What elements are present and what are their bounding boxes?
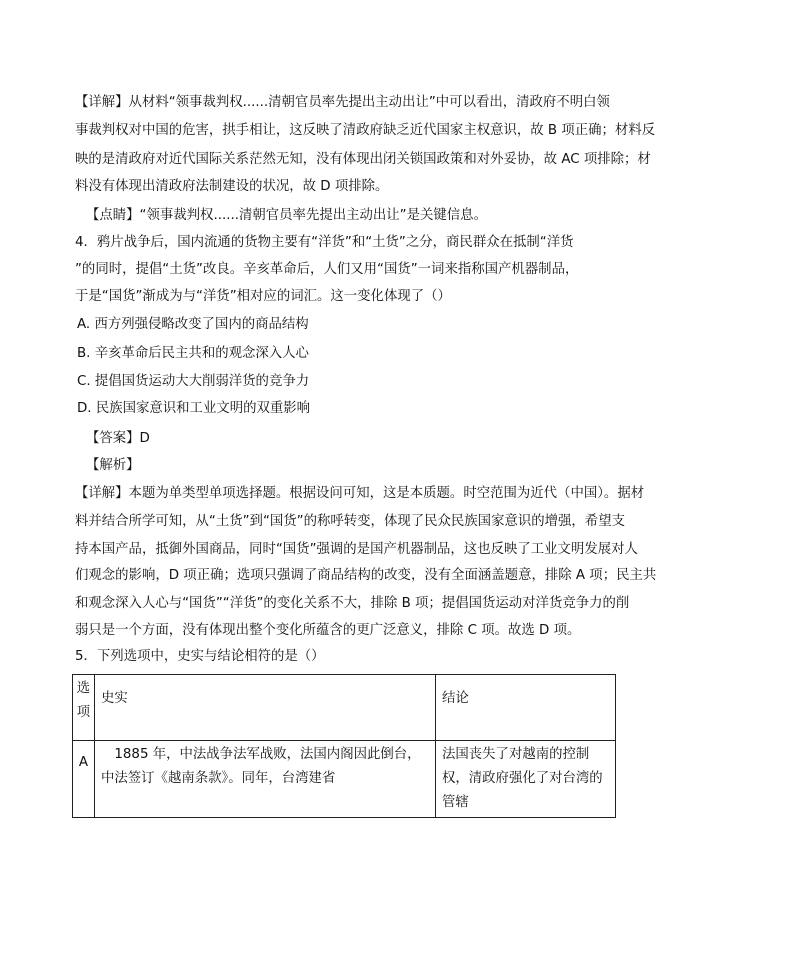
explanation-line-1: 【详解】从材料“领事裁判权......清朝官员率先提出主动出让”中可以看出，清政府不明白领 [75,95,610,110]
q4-detail-line-1: 【详解】本题为单类型单项选择题。根据设问可知，这是本质题。时空范围为近代（中国）。据材 [75,486,645,501]
explanation-line-3: 映的是清政府对近代国际关系茫然无知，没有体现出闭关锁国政策和对外妥协，故 AC 项排除；材 [75,152,651,167]
q4-option-c: C. 提倡国货运动大大削弱洋货的竞争力 [77,374,310,389]
q4-detail-line-3: 持本国产品，抵御外国商品，同时“国货”强调的是国产机器制品，这也反映了工业文明发展对人 [75,542,638,557]
table-header-row [73,675,616,741]
header-fact-cell: 史实 [95,675,436,741]
row-conclusion-cell: 法国丧失了对越南的控制权，清政府强化了对台湾的管辖 [436,741,616,818]
q4-stem-line-2: ”的同时，提倡“土货”改良。辛亥革命后，人们又用“国货”一词来指称国产机器制品， [75,262,579,277]
q4-analysis-heading: 【解析】 [86,458,140,473]
q4-stem-line-3: 于是“国货”渐成为与“洋货”相对应的词汇。这一变化体现了（） [75,289,451,304]
key-point-comment: 【点睛】“领事裁判权......清朝官员率先提出主动出让”是关键信息。 [86,208,487,223]
q4-detail-line-2: 料并结合所学可知，从“土货”到“国货”的称呼转变，体现了民众民族国家意识的增强，希望支 [75,514,625,529]
q4-answer: 【答案】D [86,431,150,446]
header-option-cell: 选项 [73,675,95,741]
row-option-cell: A [73,741,95,818]
q5-stem: 5．下列选项中，史实与结论相符的是（） [75,649,325,664]
table-row [73,741,616,818]
q5-table [72,674,616,818]
q4-detail-line-6: 弱只是一个方面，没有体现出整个变化所蕴含的更广泛意义，排除 C 项。故选 D 项。 [75,623,581,638]
row-fact-cell: 1885 年，中法战争法军战败，法国内阁因此倒台，中法签订《越南条款》。同年，台湾建省 [95,741,436,818]
q4-detail-line-4: 们观念的影响，D 项正确；选项只强调了商品结构的改变，没有全面涵盖题意，排除 A 项；民主共 [75,568,657,583]
q4-detail-line-5: 和观念深入人心与“国货”“洋货”的变化关系不大，排除 B 项；提倡国货运动对洋货竞争力的削 [75,596,630,611]
q4-stem-line-1: 4．鸦片战争后，国内流通的货物主要有“洋货”和“土货”之分，商民群众在抵制“洋货 [75,235,574,250]
q4-option-b: B. 辛亥革命后民主共和的观念深入人心 [77,346,309,361]
explanation-line-2: 事裁判权对中国的危害，拱手相让，这反映了清政府缺乏近代国家主权意识，故 B 项正确；材料反 [75,123,656,138]
q4-option-a: A. 西方列强侵略改变了国内的商品结构 [77,317,309,332]
q4-option-d: D. 民族国家意识和工业文明的双重影响 [77,401,311,416]
header-conclusion-cell: 结论 [436,675,616,741]
explanation-line-4: 料没有体现出清政府法制建设的状况，故 D 项排除。 [75,179,389,194]
